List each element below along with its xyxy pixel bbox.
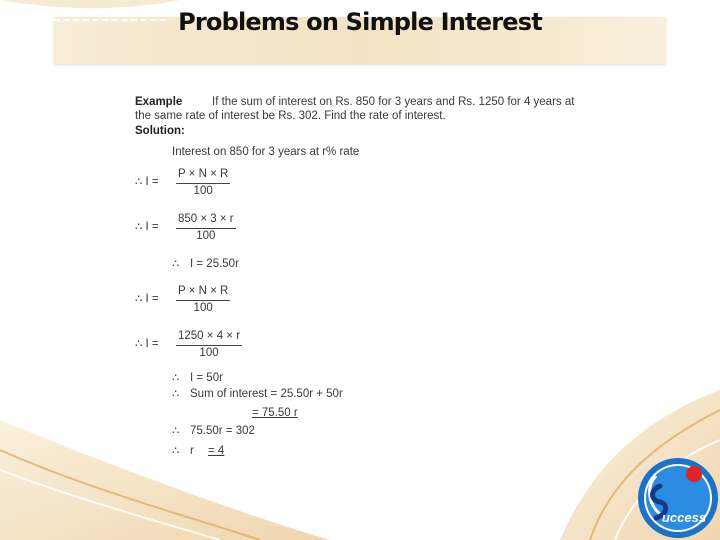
step4-lhs: ∴ I =: [135, 293, 159, 305]
step1-lhs: ∴ I =: [135, 176, 159, 188]
solution-label: Solution:: [135, 125, 185, 137]
step2-numerator: 850 × 3 × r: [176, 213, 236, 229]
step9-therefore: ∴: [172, 425, 180, 437]
problem-content: [126, 90, 606, 460]
step8-text: = 75.50 r: [252, 407, 298, 419]
step3-text: I = 25.50r: [190, 258, 239, 270]
solution-intro: Interest on 850 for 3 years at r% rate: [172, 146, 360, 158]
step2-lhs: ∴ I =: [135, 221, 159, 233]
step7-text: Sum of interest = 25.50r + 50r: [190, 388, 343, 400]
success-logo-icon: [636, 456, 720, 540]
step1-fraction: [176, 168, 230, 199]
slide-title: Problems on Simple Interest: [178, 8, 542, 36]
step2-denominator: 100: [196, 229, 216, 242]
example-line-1: If the sum of interest on Rs. 850 for 3 years and Rs. 1250 for 4 years at: [212, 96, 575, 108]
step5-denominator: 100: [199, 346, 219, 359]
step6-therefore: ∴: [172, 372, 180, 384]
step9-text: 75.50r = 302: [190, 425, 255, 437]
step4-fraction: [176, 285, 230, 316]
step1-denominator: 100: [193, 184, 213, 197]
step1-numerator: P × N × R: [176, 168, 230, 184]
step5-numerator: 1250 × 4 × r: [176, 330, 242, 346]
step10-therefore: ∴: [172, 445, 180, 457]
step10-text: r: [190, 445, 194, 457]
step7-therefore: ∴: [172, 388, 180, 400]
step5-fraction: [176, 330, 242, 361]
step6-text: I = 50r: [190, 372, 223, 384]
step5-lhs: ∴ I =: [135, 338, 159, 350]
example-line-2: the same rate of interest be Rs. 302. Find the rate of interest.: [135, 110, 446, 122]
step4-numerator: P × N × R: [176, 285, 230, 301]
example-label: Example: [135, 96, 183, 108]
step4-denominator: 100: [193, 301, 213, 314]
step3-therefore: ∴: [172, 258, 180, 270]
step2-fraction: [176, 213, 236, 244]
logo-text: uccess: [661, 510, 707, 525]
step10-value: = 4: [208, 445, 225, 457]
